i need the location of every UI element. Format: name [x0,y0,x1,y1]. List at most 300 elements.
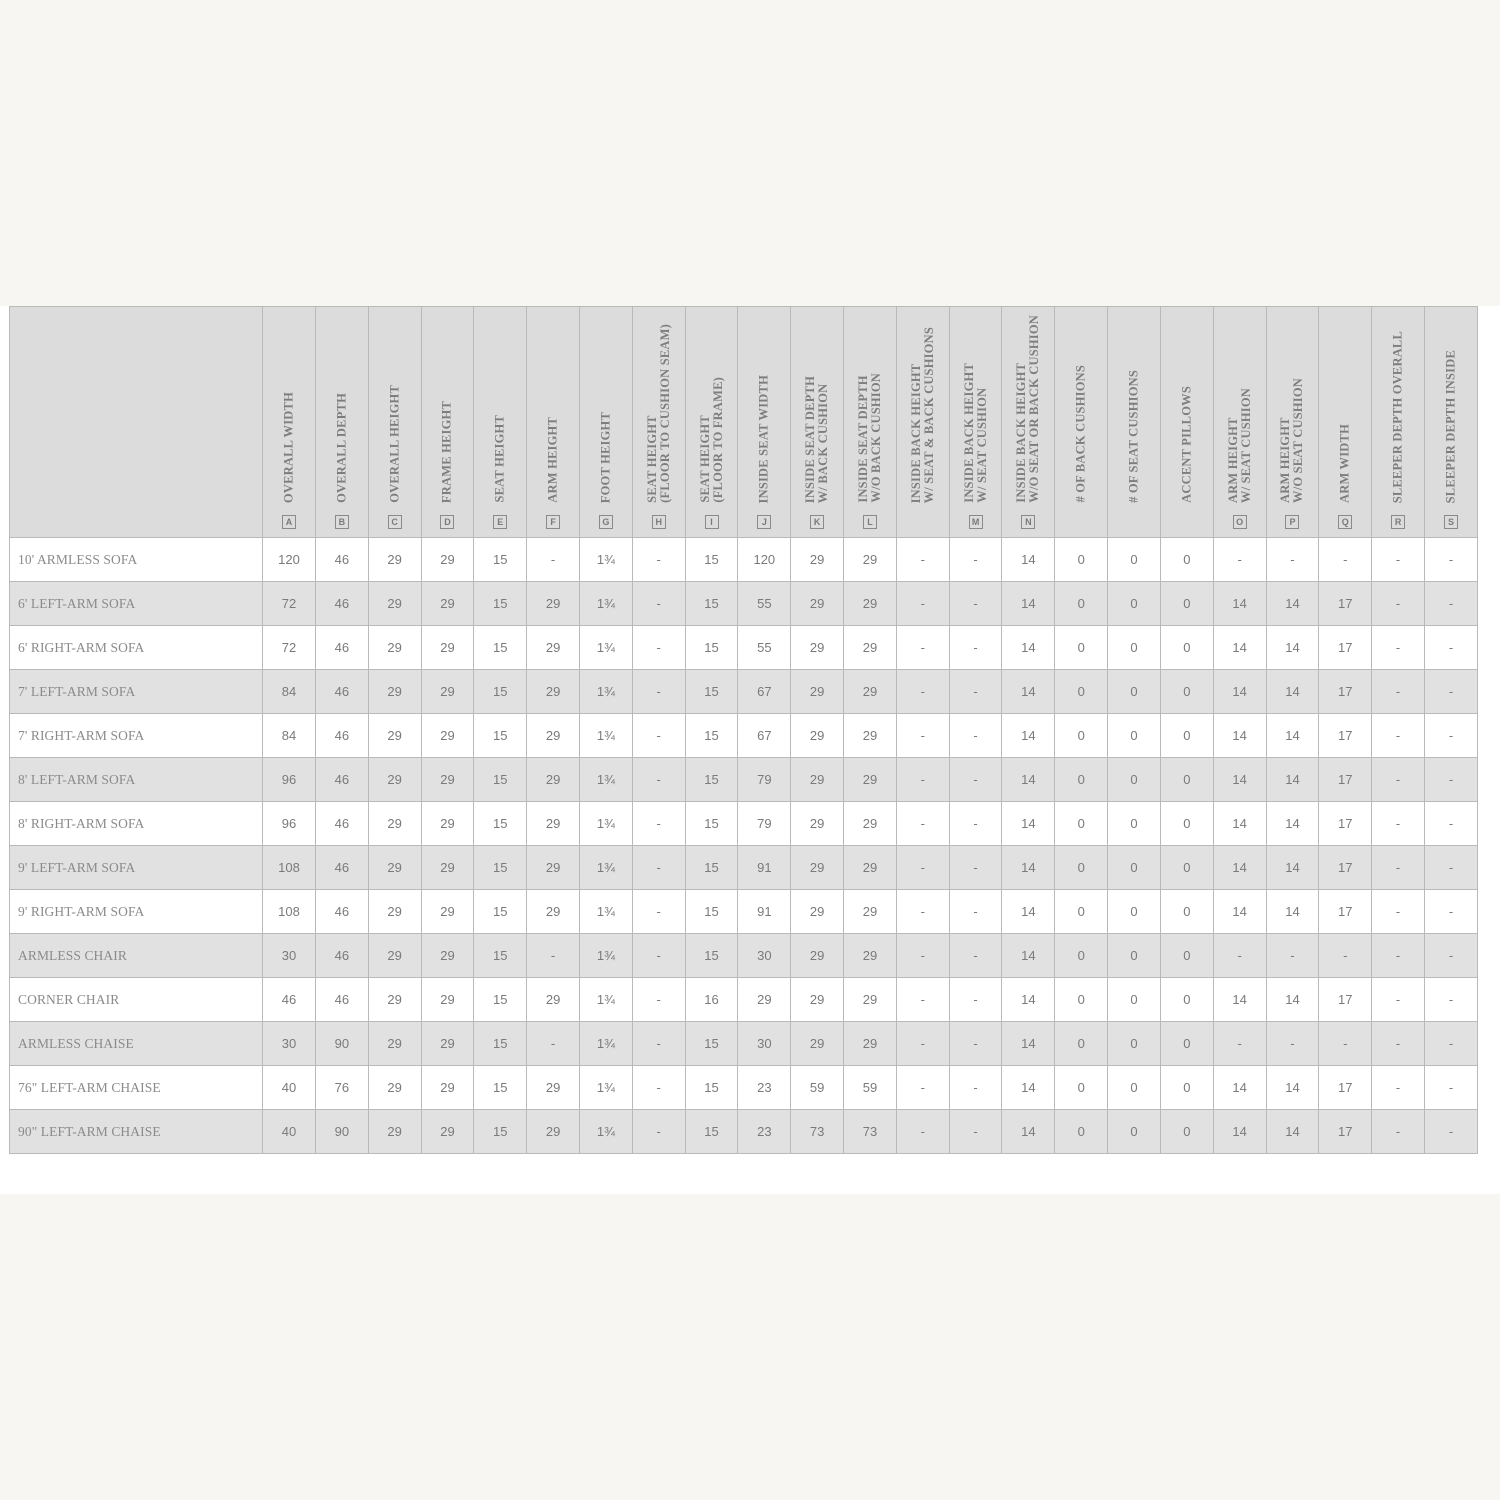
table-cell: 0 [1055,934,1108,978]
table-cell: - [527,1022,580,1066]
column-header [1213,307,1266,538]
table-cell: 29 [368,538,421,582]
column-label: SEAT HEIGHT (FLOOR TO FRAME) [697,377,725,503]
table-cell: 14 [1213,1066,1266,1110]
table-cell: 29 [368,934,421,978]
product-name: 8' LEFT-ARM SOFA [10,758,263,802]
column-header [527,307,580,538]
table-cell: 29 [738,978,791,1022]
table-cell: - [632,1110,685,1154]
table-cell: - [1319,538,1372,582]
table-cell: 15 [685,890,738,934]
table-cell: 46 [263,978,316,1022]
table-cell: 14 [1266,626,1319,670]
table-cell: 76 [315,1066,368,1110]
table-cell: 46 [315,978,368,1022]
table-cell: 14 [1213,890,1266,934]
table-cell: 0 [1055,626,1108,670]
table-cell: 29 [791,538,844,582]
column-label: FOOT HEIGHT [598,411,613,503]
table-cell: - [1372,1110,1425,1154]
table-cell: 0 [1108,758,1161,802]
table-cell: 1¾ [579,890,632,934]
column-label: OVERALL DEPTH [334,393,349,503]
table-cell: 72 [263,626,316,670]
table-cell: 0 [1160,626,1213,670]
table-cell: 14 [1266,758,1319,802]
table-row [10,714,1478,758]
table-cell: - [1372,1066,1425,1110]
column-header [896,307,949,538]
table-row [10,758,1478,802]
column-label: ACCENT PILLOWS [1179,386,1194,503]
table-cell: 29 [421,714,474,758]
table-cell: 29 [368,1110,421,1154]
table-cell: 1¾ [579,846,632,890]
column-letter-badge: H [652,515,666,529]
table-cell: 1¾ [579,670,632,714]
table-cell: 0 [1108,1110,1161,1154]
table-cell: 67 [738,714,791,758]
table-cell: 29 [421,802,474,846]
table-cell: 17 [1319,890,1372,934]
table-cell: - [896,978,949,1022]
table-cell: 0 [1160,1066,1213,1110]
table-cell: 15 [685,1066,738,1110]
column-letter-badge: N [1021,515,1035,529]
spec-panel [0,306,1500,1194]
table-row [10,934,1478,978]
table-cell: 14 [1213,714,1266,758]
table-cell: - [1372,846,1425,890]
table-cell: 0 [1108,1022,1161,1066]
table-cell: 29 [421,626,474,670]
table-cell: 1¾ [579,802,632,846]
table-cell: 29 [368,582,421,626]
table-cell: 14 [1266,670,1319,714]
table-cell: - [1266,934,1319,978]
product-name: 7' LEFT-ARM SOFA [10,670,263,714]
column-header [1002,307,1055,538]
header-corner [10,307,263,538]
table-cell: 29 [791,890,844,934]
table-cell: 0 [1108,1066,1161,1110]
table-cell: 15 [685,538,738,582]
table-cell: 1¾ [579,1022,632,1066]
table-cell: 14 [1266,582,1319,626]
table-cell: 29 [368,1066,421,1110]
table-cell: 15 [685,758,738,802]
table-cell: 0 [1160,802,1213,846]
table-cell: 14 [1002,582,1055,626]
table-cell: 14 [1266,978,1319,1022]
table-cell: 0 [1160,934,1213,978]
table-cell: 1¾ [579,626,632,670]
table-row [10,670,1478,714]
table-cell: 29 [527,846,580,890]
table-cell: 0 [1108,978,1161,1022]
table-cell: 30 [263,934,316,978]
column-letter-badge: L [863,515,877,529]
table-cell: 15 [685,626,738,670]
column-label: SLEEPER DEPTH OVERALL [1390,330,1405,503]
table-cell: - [949,978,1002,1022]
table-cell: - [1213,934,1266,978]
table-cell: 14 [1002,978,1055,1022]
table-cell: 15 [685,670,738,714]
column-header [1160,307,1213,538]
table-cell: 15 [474,1066,527,1110]
table-cell: - [949,846,1002,890]
table-cell: 14 [1002,846,1055,890]
table-cell: 0 [1160,1022,1213,1066]
table-cell: - [949,626,1002,670]
table-cell: 15 [474,538,527,582]
column-letter-badge: F [546,515,560,529]
table-cell: 1¾ [579,1066,632,1110]
table-cell: 14 [1213,582,1266,626]
column-header [1108,307,1161,538]
table-cell: 29 [527,802,580,846]
table-cell: 15 [474,714,527,758]
column-header [368,307,421,538]
column-letter-badge: G [599,515,613,529]
product-name: 9' LEFT-ARM SOFA [10,846,263,890]
product-name: CORNER CHAIR [10,978,263,1022]
table-cell: 108 [263,846,316,890]
table-cell: - [1372,626,1425,670]
table-cell: 46 [315,670,368,714]
table-cell: - [896,670,949,714]
table-cell: 96 [263,758,316,802]
column-letter-badge: D [440,515,454,529]
table-cell: - [1424,758,1477,802]
table-row [10,582,1478,626]
column-label: ARM HEIGHT W/O SEAT CUSHION [1278,378,1306,503]
table-cell: 29 [368,758,421,802]
table-cell: - [949,714,1002,758]
table-cell: - [632,714,685,758]
table-cell: 0 [1055,802,1108,846]
table-cell: 0 [1108,714,1161,758]
column-label: ARM HEIGHT W/ SEAT CUSHION [1225,387,1253,503]
table-cell: 0 [1055,582,1108,626]
table-cell: 29 [791,714,844,758]
table-cell: - [632,802,685,846]
column-letter-badge: B [335,515,349,529]
table-cell: 15 [474,934,527,978]
table-cell: - [1424,846,1477,890]
column-letter-badge: O [1233,515,1247,529]
table-cell: 17 [1319,714,1372,758]
table-cell: - [1424,1110,1477,1154]
table-cell: 14 [1213,626,1266,670]
column-label: INSIDE SEAT WIDTH [756,374,771,503]
column-label: INSIDE BACK HEIGHT W/ SEAT CUSHION [961,363,989,503]
table-cell: - [949,1110,1002,1154]
table-cell: - [632,538,685,582]
table-cell: - [1424,670,1477,714]
column-letter-badge: E [493,515,507,529]
table-cell: - [632,582,685,626]
table-cell: - [632,758,685,802]
table-cell: - [1319,1022,1372,1066]
product-name: 8' RIGHT-ARM SOFA [10,802,263,846]
table-cell: 29 [791,626,844,670]
table-cell: 15 [685,802,738,846]
table-cell: 15 [474,626,527,670]
table-cell: - [1372,670,1425,714]
table-cell: 29 [527,890,580,934]
column-header [949,307,1002,538]
table-cell: 0 [1055,1066,1108,1110]
table-cell: - [949,1066,1002,1110]
table-cell: 29 [421,670,474,714]
table-cell: 29 [791,978,844,1022]
column-letter-badge: P [1285,515,1299,529]
column-header [1424,307,1477,538]
table-cell: 15 [474,670,527,714]
table-cell: 29 [368,802,421,846]
table-cell: 23 [738,1066,791,1110]
table-cell: - [1372,582,1425,626]
column-label: OVERALL HEIGHT [387,385,402,503]
table-cell: 14 [1266,846,1319,890]
table-cell: 0 [1055,1022,1108,1066]
table-cell: 17 [1319,802,1372,846]
table-cell: - [632,626,685,670]
table-cell: - [896,1022,949,1066]
table-cell: 29 [844,626,897,670]
table-cell: 0 [1108,538,1161,582]
table-cell: 30 [738,934,791,978]
column-letter-badge: J [757,515,771,529]
table-cell: 14 [1266,1066,1319,1110]
table-cell: 1¾ [579,538,632,582]
table-cell: 91 [738,890,791,934]
table-cell: 46 [315,582,368,626]
table-cell: - [896,582,949,626]
product-name: 90" LEFT-ARM CHAISE [10,1110,263,1154]
table-cell: 14 [1266,714,1319,758]
column-letter-badge: Q [1338,515,1352,529]
table-cell: 29 [791,934,844,978]
table-cell: 29 [844,802,897,846]
table-cell: 14 [1002,890,1055,934]
table-cell: - [896,714,949,758]
table-cell: 14 [1266,890,1319,934]
column-letter-badge: K [810,515,824,529]
table-cell: 14 [1002,1110,1055,1154]
product-name: 10' ARMLESS SOFA [10,538,263,582]
table-cell: 29 [421,846,474,890]
table-cell: 0 [1055,714,1108,758]
table-cell: 15 [685,934,738,978]
table-cell: 14 [1002,626,1055,670]
table-cell: 14 [1213,846,1266,890]
table-cell: 14 [1002,1066,1055,1110]
table-cell: - [896,758,949,802]
column-label: INSIDE BACK HEIGHT W/ SEAT & BACK CUSHIONS [908,326,936,503]
table-cell: - [1372,890,1425,934]
table-cell: - [1372,978,1425,1022]
table-cell: - [632,1066,685,1110]
table-cell: 0 [1160,714,1213,758]
table-cell: - [1372,714,1425,758]
table-cell: 17 [1319,1110,1372,1154]
table-cell: 29 [368,846,421,890]
table-cell: 0 [1055,846,1108,890]
table-cell: 29 [791,1022,844,1066]
table-cell: 29 [791,670,844,714]
column-letter-badge: A [282,515,296,529]
table-cell: 0 [1108,890,1161,934]
table-cell: - [896,1110,949,1154]
table-cell: - [632,670,685,714]
column-label: ARM HEIGHT [545,417,560,503]
table-cell: 14 [1002,758,1055,802]
table-cell: - [1266,1022,1319,1066]
table-cell: 29 [844,538,897,582]
table-cell: 15 [685,1110,738,1154]
table-cell: 14 [1266,1110,1319,1154]
table-cell: 0 [1055,670,1108,714]
column-header [1055,307,1108,538]
table-cell: - [527,538,580,582]
table-row [10,538,1478,582]
table-cell: - [949,1022,1002,1066]
table-cell: 73 [791,1110,844,1154]
product-name: 6' LEFT-ARM SOFA [10,582,263,626]
table-cell: 15 [474,802,527,846]
table-cell: 55 [738,626,791,670]
table-cell: 23 [738,1110,791,1154]
table-cell: - [1424,978,1477,1022]
product-name: 9' RIGHT-ARM SOFA [10,890,263,934]
table-cell: 17 [1319,846,1372,890]
table-cell: 0 [1160,1110,1213,1154]
table-cell: - [1424,626,1477,670]
table-cell: 14 [1266,802,1319,846]
table-cell: 0 [1108,670,1161,714]
column-label: INSIDE BACK HEIGHT W/O SEAT OR BACK CUSHION [1014,315,1042,503]
table-cell: 46 [315,802,368,846]
table-row [10,1022,1478,1066]
table-cell: 29 [421,934,474,978]
table-cell: 72 [263,582,316,626]
table-cell: - [1424,1066,1477,1110]
table-cell: 15 [474,1022,527,1066]
column-header [421,307,474,538]
column-label: SEAT HEIGHT (FLOOR TO CUSHION SEAM) [644,324,672,503]
table-cell: 29 [791,582,844,626]
table-cell: 29 [368,1022,421,1066]
table-cell: 29 [527,714,580,758]
table-cell: 46 [315,934,368,978]
column-header [632,307,685,538]
table-cell: 29 [527,582,580,626]
table-row [10,890,1478,934]
table-cell: 15 [474,890,527,934]
table-cell: 15 [685,846,738,890]
table-cell: - [949,538,1002,582]
table-cell: 29 [527,978,580,1022]
table-cell: 40 [263,1110,316,1154]
table-cell: - [896,846,949,890]
table-cell: - [1372,1022,1425,1066]
table-cell: 29 [791,846,844,890]
column-label: # OF BACK CUSHIONS [1073,365,1088,503]
table-cell: 40 [263,1066,316,1110]
table-cell: - [1424,1022,1477,1066]
table-cell: 29 [421,538,474,582]
table-cell: 14 [1002,670,1055,714]
column-header [738,307,791,538]
table-cell: 0 [1055,978,1108,1022]
table-cell: 79 [738,758,791,802]
table-cell: 29 [421,1110,474,1154]
table-cell: 29 [527,670,580,714]
table-cell: - [632,978,685,1022]
product-name: 7' RIGHT-ARM SOFA [10,714,263,758]
table-cell: - [527,934,580,978]
table-cell: 14 [1213,670,1266,714]
table-cell: - [949,890,1002,934]
column-letter-badge: C [388,515,402,529]
table-cell: 29 [527,758,580,802]
table-cell: 29 [844,890,897,934]
table-cell: 15 [685,714,738,758]
dimensions-table [9,306,1478,1154]
table-cell: 29 [527,1066,580,1110]
table-cell: - [896,802,949,846]
table-cell: 15 [474,758,527,802]
table-cell: 0 [1055,1110,1108,1154]
table-cell: 46 [315,758,368,802]
table-cell: - [1372,934,1425,978]
table-cell: 17 [1319,1066,1372,1110]
table-cell: 91 [738,846,791,890]
table-cell: 59 [791,1066,844,1110]
table-cell: 14 [1002,934,1055,978]
table-cell: - [896,934,949,978]
table-cell: 29 [421,758,474,802]
table-cell: - [1372,538,1425,582]
table-cell: 29 [844,670,897,714]
table-row [10,846,1478,890]
table-cell: 46 [315,890,368,934]
table-cell: 14 [1213,758,1266,802]
table-cell: - [1372,802,1425,846]
table-cell: 0 [1160,978,1213,1022]
table-cell: 14 [1213,802,1266,846]
table-body [10,538,1478,1154]
table-cell: - [1266,538,1319,582]
table-cell: 0 [1108,626,1161,670]
table-cell: 1¾ [579,978,632,1022]
column-label: FRAME HEIGHT [439,400,454,503]
table-cell: 108 [263,890,316,934]
table-cell: 96 [263,802,316,846]
table-cell: - [949,670,1002,714]
table-cell: 29 [844,978,897,1022]
table-cell: 29 [368,626,421,670]
table-cell: 29 [368,978,421,1022]
column-header [791,307,844,538]
table-cell: 0 [1108,846,1161,890]
column-letter-badge: M [969,515,983,529]
product-name: 76" LEFT-ARM CHAISE [10,1066,263,1110]
